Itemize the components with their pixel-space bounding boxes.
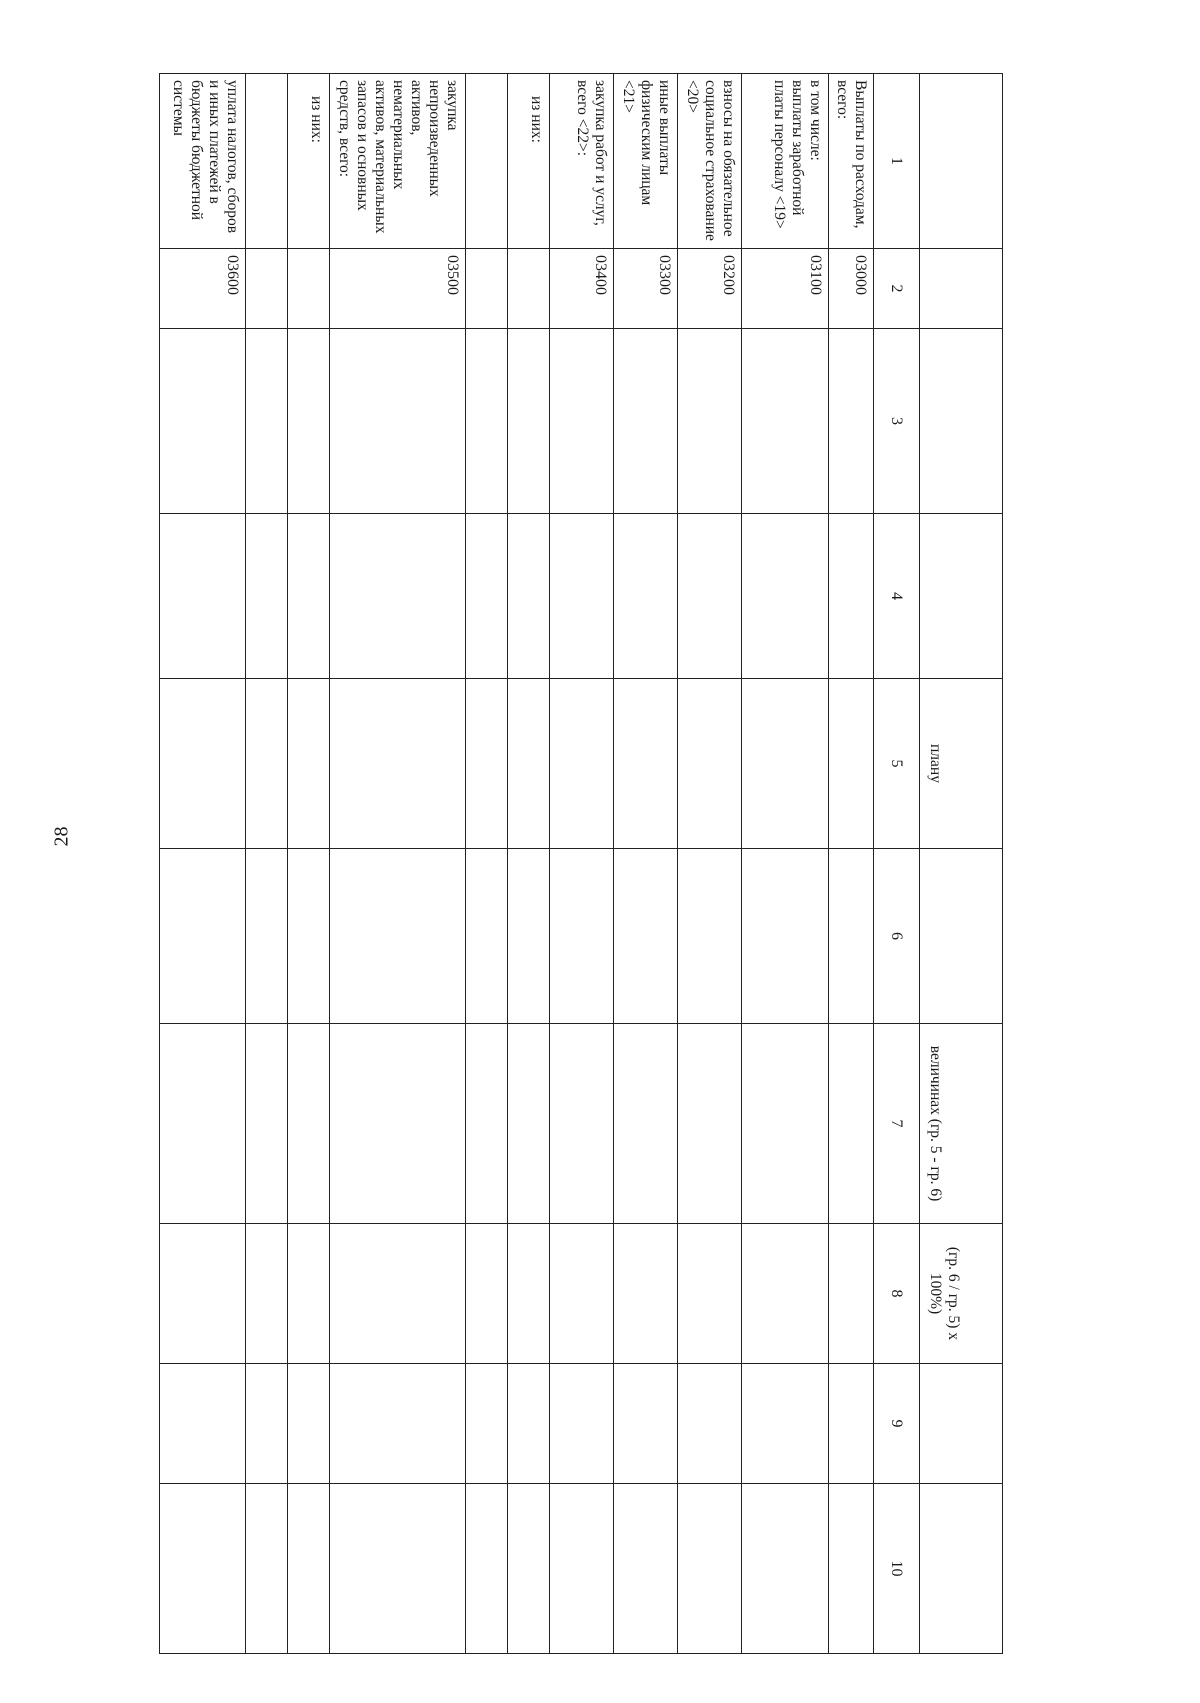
cell (160, 514, 246, 679)
header-cell-3 (919, 329, 1002, 514)
cell (614, 849, 678, 1024)
cell (246, 1364, 288, 1484)
cell (465, 1224, 507, 1364)
cell (614, 1224, 678, 1364)
cell (678, 1364, 742, 1484)
cell (160, 1024, 246, 1224)
row-code: 03500 (330, 249, 465, 329)
table-row (246, 74, 288, 1654)
cell (246, 1484, 288, 1654)
column-number: 7 (873, 1024, 919, 1224)
cell (465, 1364, 507, 1484)
cell (678, 329, 742, 514)
header-row-continued (919, 74, 1002, 1654)
row-code: 03200 (678, 249, 742, 329)
cell (614, 1024, 678, 1224)
row-label-text: выплаты заработной платы персоналу <19> (770, 80, 806, 229)
cell (288, 849, 330, 1024)
header-cell-8: (гр. 6 / гр. 5) x 100%) (919, 1224, 1002, 1364)
cell (330, 679, 465, 849)
header-cell-1 (919, 74, 1002, 249)
cell (614, 679, 678, 849)
cell (246, 679, 288, 849)
column-number: 3 (873, 329, 919, 514)
cell (160, 1224, 246, 1364)
cell (246, 1224, 288, 1364)
header-cell-4 (919, 514, 1002, 679)
cell (465, 329, 507, 514)
cell (614, 329, 678, 514)
row-code (246, 249, 288, 329)
row-label: взносы на обязательное социальное страхование <20> (678, 74, 742, 249)
cell (614, 514, 678, 679)
cell (160, 679, 246, 849)
cell (465, 1024, 507, 1224)
cell (330, 1224, 465, 1364)
cell (330, 849, 465, 1024)
cell (507, 514, 549, 679)
column-number: 4 (873, 514, 919, 679)
cell (678, 1024, 742, 1224)
table-row (465, 74, 507, 1654)
cell (549, 514, 613, 679)
expenditure-table (159, 73, 1003, 1654)
cell (742, 849, 828, 1024)
page-number: 28 (50, 826, 73, 847)
table-row (288, 74, 330, 1654)
row-label: закупка работ и услуг, всего <22>: (549, 74, 613, 249)
header-cell-9 (919, 1364, 1002, 1484)
cell (828, 1224, 873, 1364)
cell (288, 679, 330, 849)
cell (288, 514, 330, 679)
cell (742, 1224, 828, 1364)
row-label (742, 74, 828, 249)
cell (465, 514, 507, 679)
row-code (288, 249, 330, 329)
cell (465, 849, 507, 1024)
column-number: 1 (873, 74, 919, 249)
row-label: уплата налогов, сборов и иных платежей в бюджеты бюджетной системы (160, 74, 246, 249)
table-row (678, 74, 742, 1654)
cell (742, 514, 828, 679)
cell (549, 1364, 613, 1484)
cell (828, 679, 873, 849)
cell (614, 1484, 678, 1654)
cell (246, 329, 288, 514)
row-label: из них: (288, 74, 330, 249)
cell (507, 679, 549, 849)
header-cell-7: величинах (гр. 5 - гр. 6) (919, 1024, 1002, 1224)
cell (465, 1484, 507, 1654)
cell (330, 329, 465, 514)
cell (828, 849, 873, 1024)
table-row (160, 74, 246, 1654)
column-number: 5 (873, 679, 919, 849)
cell (549, 1224, 613, 1364)
cell (678, 849, 742, 1024)
cell (507, 849, 549, 1024)
column-number: 10 (873, 1484, 919, 1654)
cell (160, 849, 246, 1024)
row-code: 03600 (160, 249, 246, 329)
header-cell-6 (919, 849, 1002, 1024)
row-code: 03100 (742, 249, 828, 329)
cell (742, 329, 828, 514)
cell (465, 679, 507, 849)
table-row (549, 74, 613, 1654)
cell (288, 1024, 330, 1224)
table-row (330, 74, 465, 1654)
cell (330, 514, 465, 679)
cell (507, 329, 549, 514)
column-number: 8 (873, 1224, 919, 1364)
cell (288, 1364, 330, 1484)
column-number: 9 (873, 1364, 919, 1484)
table-row (742, 74, 828, 1654)
report-table-sheet (159, 73, 1003, 1653)
cell (549, 1484, 613, 1654)
cell (330, 1484, 465, 1654)
header-cell-2 (919, 249, 1002, 329)
cell (742, 1024, 828, 1224)
header-cell-5: плану (919, 679, 1002, 849)
cell (828, 1024, 873, 1224)
table-row (507, 74, 549, 1654)
row-label: закупка непроизведенных активов, нематериальных активов, материальных запасов и основных средств, всего: (330, 74, 465, 249)
cell (678, 1484, 742, 1654)
cell (549, 329, 613, 514)
column-number-row (873, 74, 919, 1654)
row-label-prefix: в том числе: (806, 80, 824, 161)
row-label: Выплаты по расходам, всего: (828, 74, 873, 249)
row-code: 03400 (549, 249, 613, 329)
cell (507, 1484, 549, 1654)
row-code (465, 249, 507, 329)
cell (507, 1224, 549, 1364)
cell (507, 1024, 549, 1224)
cell (288, 1484, 330, 1654)
cell (678, 679, 742, 849)
cell (614, 1364, 678, 1484)
cell (742, 1484, 828, 1654)
row-label (246, 74, 288, 249)
cell (678, 1224, 742, 1364)
cell (507, 1364, 549, 1484)
row-code: 03300 (614, 249, 678, 329)
row-label: иные выплаты физическим лицам <21> (614, 74, 678, 249)
cell (288, 329, 330, 514)
cell (828, 329, 873, 514)
column-number: 2 (873, 249, 919, 329)
table-row (828, 74, 873, 1654)
cell (160, 1364, 246, 1484)
cell (549, 849, 613, 1024)
cell (828, 1484, 873, 1654)
cell (742, 679, 828, 849)
cell (246, 1024, 288, 1224)
cell (549, 1024, 613, 1224)
table-row (614, 74, 678, 1654)
cell (828, 514, 873, 679)
row-code (507, 249, 549, 329)
header-cell-10 (919, 1484, 1002, 1654)
column-number: 6 (873, 849, 919, 1024)
cell (742, 1364, 828, 1484)
cell (678, 514, 742, 679)
row-label (465, 74, 507, 249)
cell (828, 1364, 873, 1484)
row-label: из них: (507, 74, 549, 249)
row-code: 03000 (828, 249, 873, 329)
cell (246, 849, 288, 1024)
cell (160, 1484, 246, 1654)
cell (288, 1224, 330, 1364)
cell (246, 514, 288, 679)
cell (330, 1364, 465, 1484)
cell (330, 1024, 465, 1224)
cell (549, 679, 613, 849)
cell (160, 329, 246, 514)
